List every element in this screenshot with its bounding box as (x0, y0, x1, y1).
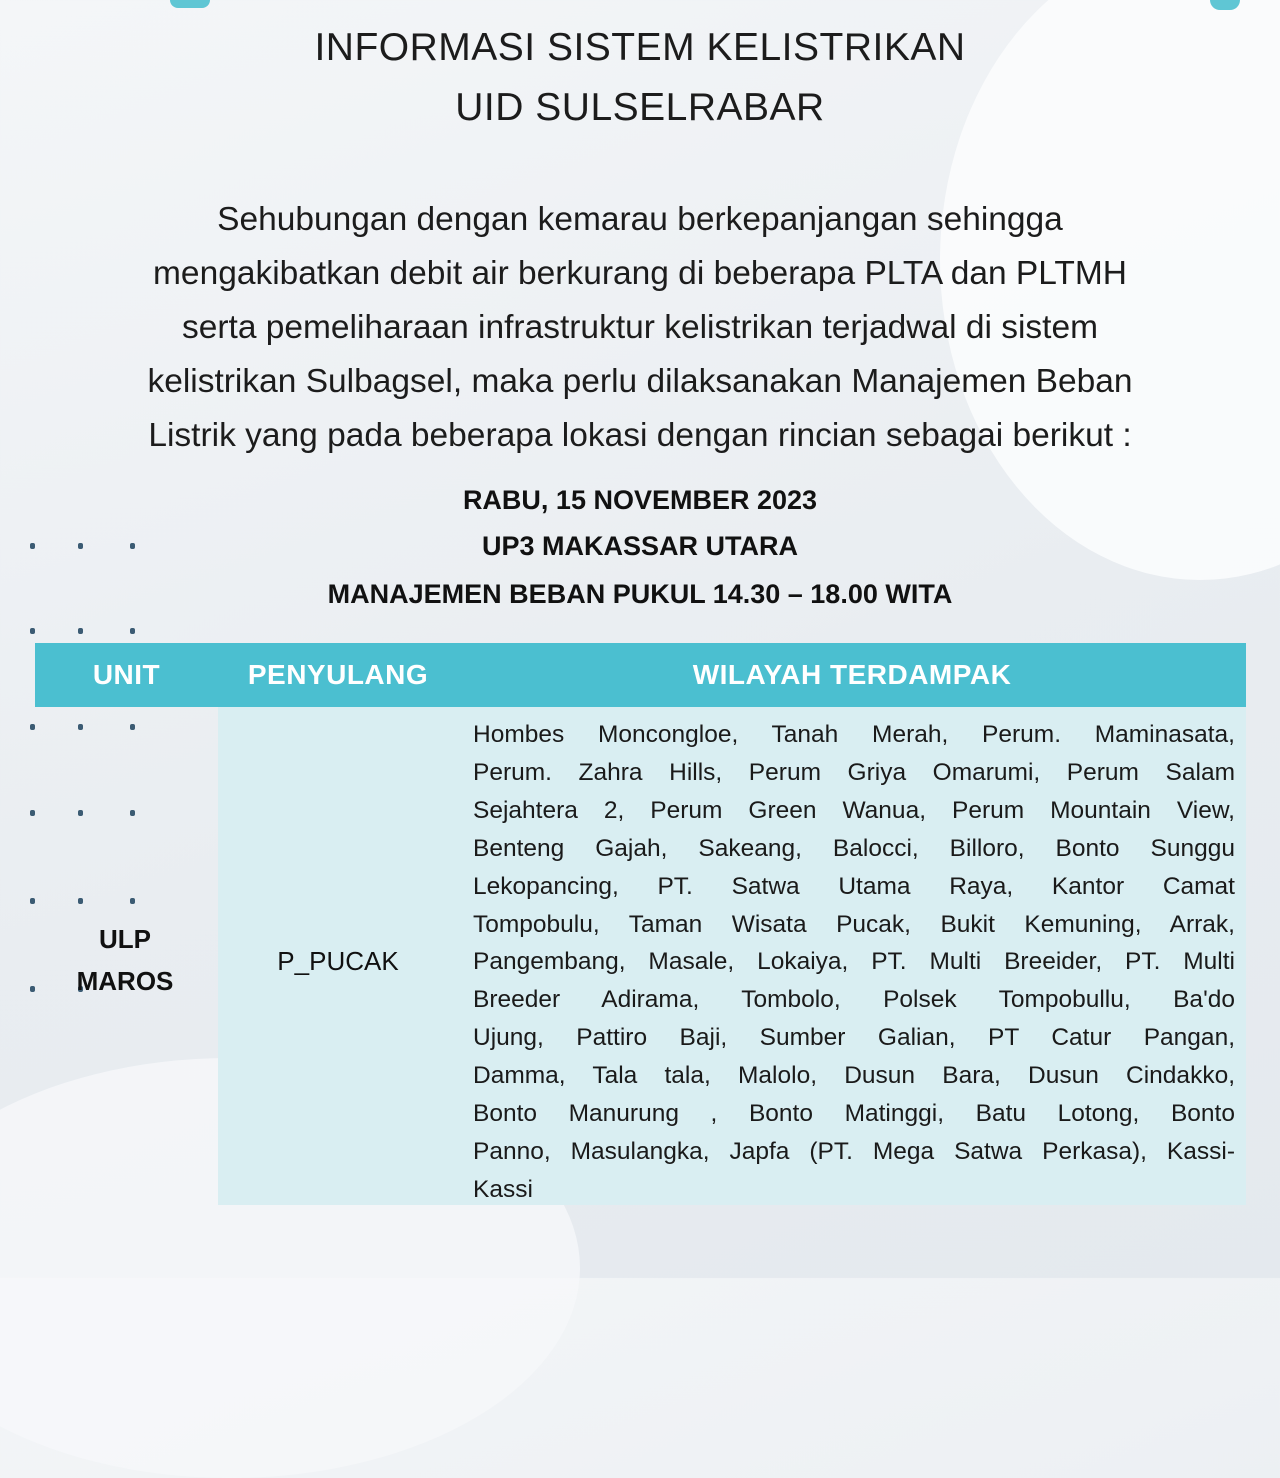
intro-line: Sehubungan dengan kemarau berkepanjangan sehingga (217, 201, 1063, 238)
unit-line: MAROS (76, 966, 174, 996)
page-title-line1: INFORMASI SISTEM KELISTRIKAN (314, 26, 966, 69)
schedule-unit-area: UP3 MAKASSAR UTARA (481, 531, 798, 561)
decorative-accent (170, 0, 210, 8)
intro-paragraph (55, 193, 1225, 463)
table-header (35, 643, 1246, 707)
schedule-time: MANAJEMEN BEBAN PUKUL 14.30 – 18.00 WITA (327, 579, 953, 609)
cell-wilayah-terdampak (473, 716, 1235, 1209)
cell-penyulang: P_PUCAK (277, 946, 399, 976)
wilayah-line: Lekopancing, PT. Satwa Utama Raya, Kantor Camat (473, 872, 1235, 900)
cell-unit (55, 918, 195, 1002)
intro-line: Listrik yang pada beberapa lokasi dengan rincian sebagai berikut : (148, 417, 1132, 454)
unit-line: ULP (99, 924, 151, 954)
page-title-line2: UID SULSELRABAR (455, 86, 825, 129)
wilayah-line: Tompobulu, Taman Wisata Pucak, Bukit Kemuning, Arrak, (473, 910, 1235, 938)
wilayah-line: Breeder Adirama, Tombolo, Polsek Tompobullu, Ba'do (473, 986, 1235, 1014)
wilayah-line: Sejahtera 2, Perum Green Wanua, Perum Mountain View, (473, 796, 1235, 824)
wilayah-line: Hombes Moncongloe, Tanah Merah, Perum. Maminasata, (473, 721, 1235, 748)
column-header-unit: UNIT (92, 659, 161, 690)
wilayah-line: Perum. Zahra Hills, Perum Griya Omarumi, Perum Salam (473, 758, 1235, 786)
wilayah-line: Kassi (473, 1175, 533, 1203)
intro-line: kelistrikan Sulbagsel, maka perlu dilaksanakan Manajemen Beban (147, 363, 1133, 400)
schedule-date: RABU, 15 NOVEMBER 2023 (462, 485, 818, 515)
wilayah-line: Panno, Masulangka, Japfa (PT. Mega Satwa Perkasa), Kassi- (473, 1137, 1235, 1165)
intro-line: serta pemeliharaan infrastruktur kelistrikan terjadwal di sistem (181, 309, 1099, 346)
wilayah-line: Damma, Tala tala, Malolo, Dusun Bara, Dusun Cindakko, (473, 1062, 1235, 1090)
column-header-wilayah: WILAYAH TERDAMPAK (692, 659, 1012, 690)
wilayah-line: Ujung, Pattiro Baji, Sumber Galian, PT Catur Pangan, (473, 1024, 1235, 1052)
intro-line: mengakibatkan debit air berkurang di beberapa PLTA dan PLTMH (153, 255, 1127, 292)
wilayah-line: Benteng Gajah, Sakeang, Balocci, Billoro, Bonto Sunggu (473, 834, 1235, 862)
wilayah-line: Bonto Manurung , Bonto Matinggi, Batu Lotong, Bonto (473, 1100, 1235, 1128)
column-header-penyulang: PENYULANG (247, 659, 429, 690)
wilayah-line: Pangembang, Masale, Lokaiya, PT. Multi Breeider, PT. Multi (473, 948, 1235, 976)
